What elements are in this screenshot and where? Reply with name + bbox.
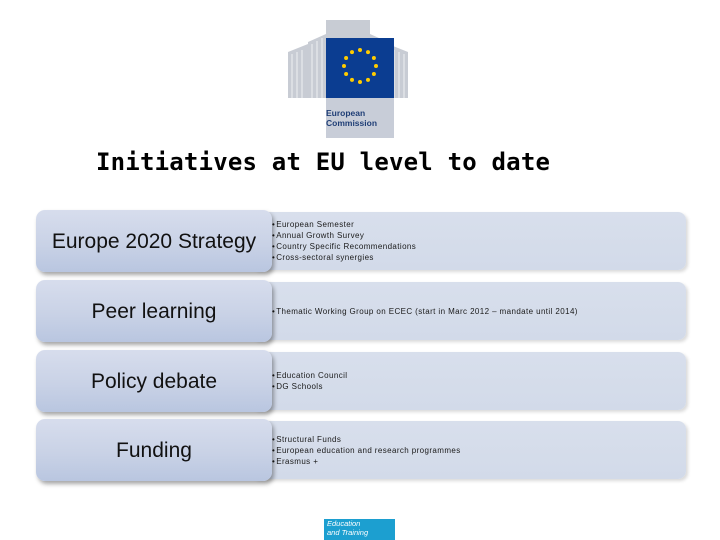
- bullet-list: [272, 421, 682, 479]
- bullet-item: • Education Council: [272, 370, 682, 381]
- bullet-item: • European education and research programmes: [272, 445, 682, 456]
- initiative-row-funding: [36, 421, 686, 479]
- bullet-item: • Country Specific Recommendations: [272, 241, 682, 252]
- category-label: Peer learning: [91, 299, 217, 323]
- bullet-item: • Cross-sectoral synergies: [272, 252, 682, 263]
- initiative-row-policy-debate: [36, 352, 686, 410]
- initiative-row-peer-learning: [36, 282, 686, 340]
- category-box: [36, 419, 272, 481]
- european-commission-logo: [288, 14, 408, 138]
- category-box: [36, 350, 272, 412]
- bullet-item: • DG Schools: [272, 381, 682, 392]
- category-label: Funding: [116, 438, 192, 462]
- eu-flag: [326, 38, 394, 98]
- logo-caption: [326, 108, 396, 128]
- badge-line-2: and Training: [327, 528, 369, 537]
- initiative-row-europe-2020: [36, 212, 686, 270]
- badge-line-1: Education: [327, 519, 361, 528]
- slide-title: Initiatives at EU level to date: [96, 148, 551, 176]
- logo-line-commission: Commission: [326, 118, 378, 128]
- bullet-list: [272, 212, 682, 270]
- category-box: [36, 280, 272, 342]
- logo-line-european: European: [326, 108, 366, 118]
- bullet-item: • European Semester: [272, 219, 682, 230]
- bullet-item: • Thematic Working Group on ECEC (start in Marc 2012 – mandate until 2014): [272, 306, 682, 317]
- bullet-item: • Erasmus +: [272, 456, 682, 467]
- category-label: Europe 2020 Strategy: [51, 229, 257, 253]
- bullet-list: [272, 282, 682, 340]
- bullet-item: • Structural Funds: [272, 434, 682, 445]
- bullet-item: • Annual Growth Survey: [272, 230, 682, 241]
- category-label: Policy debate: [90, 369, 218, 393]
- education-training-badge: [324, 519, 395, 540]
- category-box: [36, 210, 272, 272]
- bullet-list: [272, 352, 682, 410]
